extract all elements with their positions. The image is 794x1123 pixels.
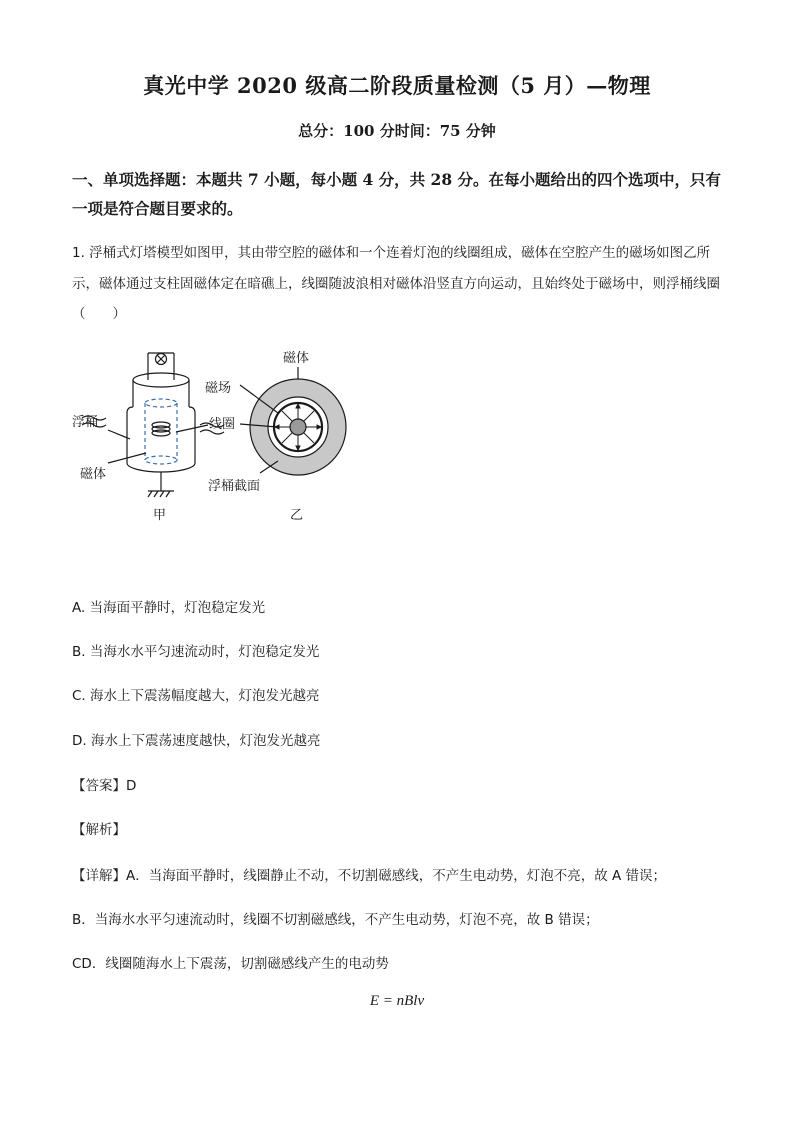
caption-jia: 甲 <box>153 508 167 523</box>
score-time-info: 总分：100 分时间：75 分钟 <box>298 122 496 140</box>
detail-line-3: CD．线圈随海水上下震荡，切割磁感线产生的电动势 <box>72 956 389 972</box>
detail-line-1: 【详解】A．当海面平静时，线圈静止不动，不切割磁感线，不产生电动势，灯泡不亮，故 A 错误； <box>72 868 667 884</box>
option-c: C. 海水上下震荡幅度越大，灯泡发光越亮 <box>72 688 320 704</box>
section-heading: 一、单项选择题：本题共 7 小题，每小题 4 分，共 28 分。在每小题给出的四个选项中，只有一项是符合题目要求的。 <box>72 170 722 218</box>
detail-line-2: B．当海水水平匀速流动时，线圈不切割磁感线，不产生电动势，灯泡不亮，故 B 错误； <box>72 912 599 928</box>
analysis-label: 【解析】 <box>72 822 126 838</box>
label-coil: 线圈 <box>209 417 236 432</box>
label-magnet-yi: 磁体 <box>283 351 310 366</box>
figure-svg <box>72 345 372 530</box>
figure-yi <box>240 367 346 475</box>
magnet-core <box>290 419 306 435</box>
page-title: 真光中学 2020 级高二阶段质量检测（5 月）—物理 <box>143 73 651 98</box>
emf-formula: E = nBlv <box>369 993 425 1009</box>
option-a: A. 当海面平静时，灯泡稳定发光 <box>72 600 266 616</box>
float-body <box>127 407 195 472</box>
label-field: 磁场 <box>205 381 232 396</box>
question-stem: 1. 浮桶式灯塔模型如图甲，其由带空腔的磁体和一个连着灯泡的线圈组成，磁体在空腔产生的磁场如图乙所示，磁体通过支柱固磁体定在暗礁上，线圈随波浪相对磁体沿竖直方向运动，且始终处于磁场中，则浮桶线圈（ ） <box>72 245 720 322</box>
option-b: B. 当海水水平匀速流动时，灯泡稳定发光 <box>72 644 320 660</box>
coil <box>152 422 170 436</box>
option-d: D. 海水上下震荡速度越快，灯泡发光越亮 <box>72 733 321 749</box>
label-float: 浮桶 <box>72 415 99 430</box>
answer-line: 【答案】D <box>72 778 137 794</box>
label-float-section: 浮桶截面 <box>208 479 261 494</box>
float-top <box>133 373 189 387</box>
label-magnet-jia: 磁体 <box>80 467 107 482</box>
question-figure <box>72 345 372 530</box>
caption-yi: 乙 <box>290 508 304 523</box>
